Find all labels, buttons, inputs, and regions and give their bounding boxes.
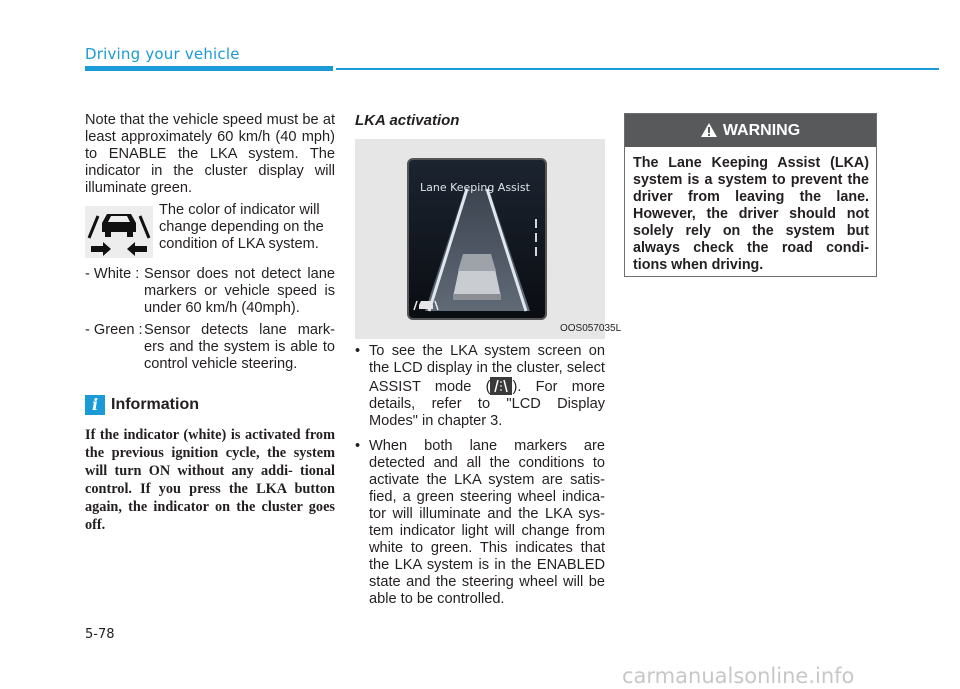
- indicator-note: The color of indicator will change depending on the condition of LKA system.: [159, 202, 324, 252]
- left-column: [85, 112, 335, 534]
- screen-title: Lane Keeping Assist: [420, 181, 530, 194]
- green-text: Sensor detects lane mark- ers and the system is able to control vehicle steering.: [144, 322, 335, 372]
- list-item: • When both lane markers are detected and all the conditions to activate the LKA system are satis- fied, a green steering wheel indica- tor will illuminate and the LKA sys- tem indicator light will change from white to green. This indicates that the LKA system is in the ENABLED state and the steering wheel will be able to be controlled.: [355, 438, 605, 607]
- watermark: carmanualsonline.info: [622, 664, 855, 688]
- warning-body: The Lane Keeping Assist (LKA) system is a system to prevent the driver from leaving the lane. However, the driver should not solely rely on the system but always check the road condi- tions when driving.: [633, 155, 869, 273]
- lka-activation-heading: LKA activation: [355, 112, 460, 129]
- information-heading: [85, 395, 335, 419]
- middle-column: [355, 112, 605, 339]
- warning-header: [625, 114, 876, 147]
- white-label: - White :: [85, 266, 140, 282]
- page-number: 5-78: [85, 627, 115, 642]
- figure-code: OOS057035L: [560, 323, 622, 334]
- lka-screen-figure: [355, 139, 605, 339]
- section-title: Driving your vehicle: [85, 45, 240, 63]
- information-body: If the indicator (white) is activated from the previous ignition cycle, the system will turn ON without any addi- tional control. If you press the LKA button again, the indicator on the cluster goes off.: [85, 427, 335, 533]
- indicator-row: [85, 202, 335, 266]
- intro-paragraph: Note that the vehicle speed must be at least approximately 60 km/h (40 mph) to ENABLE the LKA system. The indicator in the cluster display will illuminate green.: [85, 112, 335, 196]
- header-rule-thick: [85, 66, 333, 71]
- warning-triangle-icon: [701, 123, 717, 137]
- list-item: • To see the LKA system screen on the LCD display in the cluster, select ASSIST mode ( ). For more details, refer to "LCD Display Modes" in chapter 3.: [355, 343, 605, 429]
- header-rule-thin: [336, 68, 939, 70]
- lka-bullet-list: [355, 343, 605, 616]
- bullet1-text-end: ). For more details, refer to "LCD Display Modes" in chapter 3.: [369, 379, 605, 429]
- white-text: Sensor does not detect lane markers or vehicle speed is under 60 km/h (40mph).: [144, 266, 335, 316]
- warning-title: WARNING: [722, 122, 801, 139]
- white-definition: [85, 266, 335, 317]
- green-definition: [85, 322, 335, 373]
- cluster-display-illustration: [355, 139, 605, 339]
- bullet2-text: When both lane markers are detected and all the conditions to activate the LKA system are satis- fied, a green steering wheel indica- tor will illuminate and the LKA sys- tem indicator light will change from white to green. This indicates that the LKA system is in the ENABLED state and the steering wheel will be able to be controlled.: [369, 438, 605, 607]
- lka-indicator-icon: [85, 206, 153, 258]
- information-title: Information: [111, 396, 199, 413]
- bullet1-text-start: To see the LKA system screen on the LCD display in the cluster, select ASSIST mode (: [369, 343, 605, 395]
- info-icon: i: [85, 395, 105, 415]
- warning-box: [624, 113, 877, 277]
- green-label: - Green :: [85, 322, 143, 338]
- assist-mode-icon: [490, 377, 512, 395]
